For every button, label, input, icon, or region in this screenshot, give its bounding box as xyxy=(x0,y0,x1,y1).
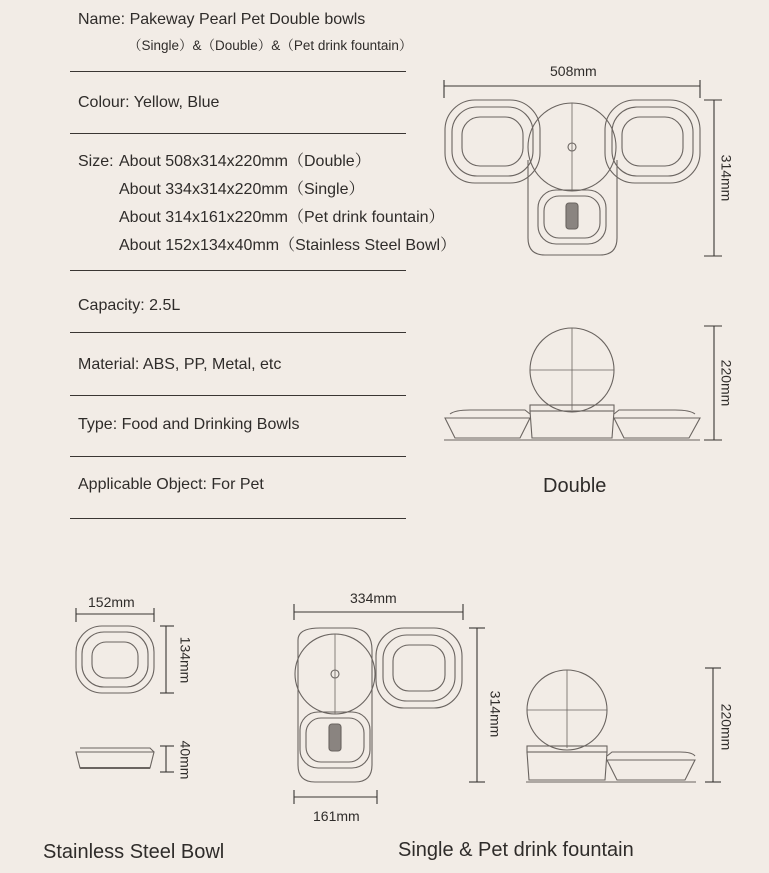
single-caption: Single & Pet drink fountain xyxy=(398,839,634,861)
double-width-label: 508mm xyxy=(550,63,597,79)
single-depth-dim xyxy=(469,628,485,782)
single-width-label: 334mm xyxy=(350,590,397,606)
spec-type: Type: Food and Drinking Bowls xyxy=(78,416,300,433)
double-caption: Double xyxy=(543,475,607,497)
single-side-view xyxy=(526,670,696,782)
single-depth-label: 314mm xyxy=(487,690,504,738)
double-depth-label: 314mm xyxy=(718,154,735,202)
spec-applicable: Applicable Object: For Pet xyxy=(78,476,264,493)
spec-size-label: Size: xyxy=(78,153,114,170)
double-height-label: 220mm xyxy=(718,359,735,407)
bowl-width-dim xyxy=(76,608,154,622)
double-side-view xyxy=(444,328,700,440)
bowl-depth-label: 134mm xyxy=(177,636,194,684)
spec-size-fountain: About 314x161x220mm（Pet drink fountain） xyxy=(119,209,445,226)
single-top-view xyxy=(295,628,462,782)
bowl-height-label: 40mm xyxy=(177,740,194,780)
spec-name: Name: Pakeway Pearl Pet Double bowls xyxy=(78,11,366,28)
spec-material: Material: ABS, PP, Metal, etc xyxy=(78,356,282,373)
fountain-width-label: 161mm xyxy=(313,808,360,824)
double-width-dim xyxy=(444,80,700,98)
spec-size-double: About 508x314x220mm（Double） xyxy=(119,153,371,170)
bowl-height-dim xyxy=(160,746,174,772)
bowl-side-view xyxy=(76,748,154,768)
bowl-top-view xyxy=(76,626,154,693)
single-height-label: 220mm xyxy=(718,703,735,751)
double-top-view xyxy=(445,100,700,255)
spec-colour: Colour: Yellow, Blue xyxy=(78,94,220,111)
bowl-depth-dim xyxy=(160,626,174,693)
single-width-dim xyxy=(294,604,463,620)
spec-size-single: About 334x314x220mm（Single） xyxy=(119,181,365,198)
bowl-caption: Stainless Steel Bowl xyxy=(43,841,225,863)
spec-name-variants: （Single）&（Double）&（Pet drink fountain） xyxy=(128,38,413,53)
spec-size-bowl: About 152x134x40mm（Stainless Steel Bowl） xyxy=(119,237,457,254)
spec-capacity: Capacity: 2.5L xyxy=(78,297,181,314)
bowl-width-label: 152mm xyxy=(88,594,135,610)
fountain-width-dim xyxy=(294,790,377,804)
